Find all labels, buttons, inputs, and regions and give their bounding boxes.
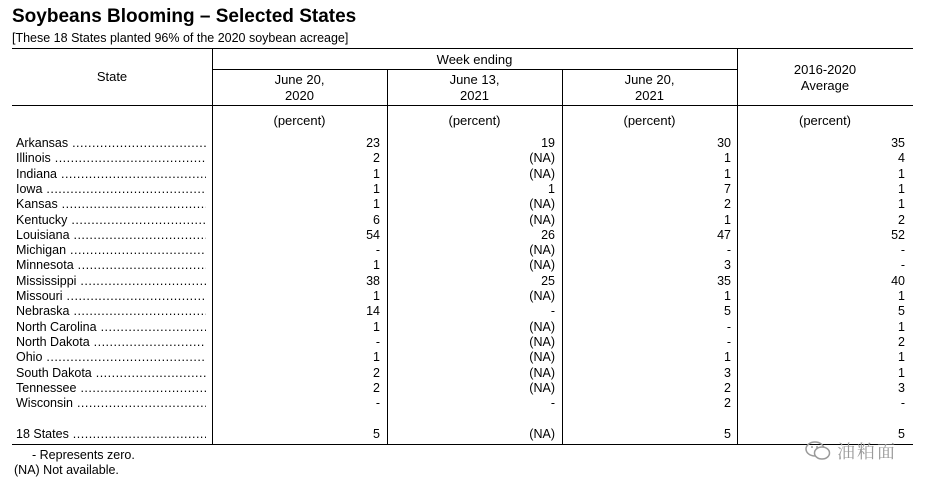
value-cell: 1 bbox=[373, 350, 380, 365]
value-cell: - bbox=[550, 396, 555, 411]
state-name: Michigan ..... bbox=[16, 243, 206, 258]
value-cell: 54 bbox=[366, 227, 380, 242]
value-cell: (NA) bbox=[529, 380, 555, 395]
value-cell: 35 bbox=[891, 136, 905, 150]
wechat-icon bbox=[805, 441, 831, 461]
value-cell: 25 bbox=[541, 273, 555, 288]
col3-unit: (percent) bbox=[623, 113, 676, 128]
value-cell: - bbox=[726, 334, 731, 349]
week-ending-rule bbox=[212, 69, 737, 70]
value-cell: 30 bbox=[717, 136, 731, 150]
value-cell: 38 bbox=[366, 273, 380, 288]
state-name: Tennessee ..... bbox=[16, 381, 206, 396]
value-cell: 1 bbox=[373, 166, 380, 181]
col1-unit: (percent) bbox=[273, 113, 326, 128]
header-bottom-rule bbox=[12, 105, 913, 106]
state-name: North Dakota ..... bbox=[16, 335, 206, 350]
value-cell: 7 bbox=[724, 181, 731, 196]
state-name: Ohio ..... bbox=[16, 350, 206, 365]
value-cell: - bbox=[726, 319, 731, 334]
value-cell: - bbox=[550, 304, 555, 319]
value-cell: 1 bbox=[724, 166, 731, 181]
total-value-cell: (NA) bbox=[529, 427, 555, 441]
value-cell: 47 bbox=[717, 227, 731, 242]
state-name: Minnesota ..... bbox=[16, 258, 206, 273]
watermark-text: 油粕面 bbox=[837, 442, 897, 462]
value-cell: (NA) bbox=[529, 350, 555, 365]
value-cell: - bbox=[375, 243, 380, 258]
col1-header: June 20, 2020 bbox=[274, 72, 325, 103]
state-name: North Carolina ..... bbox=[16, 320, 206, 335]
value-cell: - bbox=[900, 258, 905, 273]
state-name: Illinois ..... bbox=[16, 151, 206, 166]
top-rule bbox=[12, 48, 913, 49]
value-cell: 23 bbox=[366, 136, 380, 150]
value-cell: 2 bbox=[724, 197, 731, 212]
value-cell: 1 bbox=[724, 350, 731, 365]
value-cell: 52 bbox=[891, 227, 905, 242]
value-cell: 1 bbox=[898, 197, 905, 212]
value-cell: 1 bbox=[898, 181, 905, 196]
value-cell: 3 bbox=[898, 380, 905, 395]
state-name: Arkansas ..... bbox=[16, 136, 206, 151]
value-cell: 40 bbox=[891, 273, 905, 288]
value-cell: 1 bbox=[373, 258, 380, 273]
col4-unit: (percent) bbox=[798, 113, 852, 128]
week-ending-header: Week ending bbox=[436, 52, 513, 67]
state-name: Kansas ..... bbox=[16, 197, 206, 212]
value-cell: 1 bbox=[724, 212, 731, 227]
footnote-na: (NA) Not available. bbox=[14, 463, 119, 477]
state-header: State bbox=[96, 69, 128, 84]
value-cell: 5 bbox=[724, 304, 731, 319]
value-cell: 26 bbox=[541, 227, 555, 242]
value-cell: (NA) bbox=[529, 212, 555, 227]
value-cell: 1 bbox=[898, 365, 905, 380]
value-cell: - bbox=[900, 243, 905, 258]
state-name: Iowa ..... bbox=[16, 182, 206, 197]
value-cell: 2 bbox=[373, 151, 380, 166]
state-name: Nebraska ..... bbox=[16, 304, 206, 319]
value-cell: (NA) bbox=[529, 319, 555, 334]
value-cell: (NA) bbox=[529, 151, 555, 166]
state-name: Mississippi ..... bbox=[16, 274, 206, 289]
total-value-cell: 5 bbox=[724, 427, 731, 441]
value-cell: - bbox=[726, 243, 731, 258]
col4-header: 2016-2020 Average bbox=[793, 62, 857, 93]
value-cell: 2 bbox=[373, 380, 380, 395]
value-cell: 19 bbox=[541, 136, 555, 150]
state-name: Kentucky ..... bbox=[16, 213, 206, 228]
value-cell: 1 bbox=[898, 350, 905, 365]
col3-header: June 20, 2021 bbox=[624, 72, 675, 103]
value-cell: (NA) bbox=[529, 365, 555, 380]
total-value-cell: 5 bbox=[373, 427, 380, 441]
state-name: South Dakota ..... bbox=[16, 366, 206, 381]
table-title: Soybeans Blooming – Selected States bbox=[12, 6, 357, 27]
col2-unit: (percent) bbox=[448, 113, 501, 128]
state-name: Missouri ..... bbox=[16, 289, 206, 304]
value-cell: 1 bbox=[898, 319, 905, 334]
col2-header: June 13, 2021 bbox=[449, 72, 500, 103]
value-cell: 1 bbox=[898, 289, 905, 303]
value-cell: 1 bbox=[548, 181, 555, 196]
watermark bbox=[805, 438, 897, 464]
state-name: Indiana ..... bbox=[16, 167, 206, 182]
value-cell: 2 bbox=[898, 334, 905, 349]
value-cell: 1 bbox=[724, 151, 731, 166]
value-cell: - bbox=[375, 396, 380, 411]
value-cell: (NA) bbox=[529, 289, 555, 303]
state-name: Wisconsin ..... bbox=[16, 396, 206, 411]
value-cell: (NA) bbox=[529, 258, 555, 273]
footnote-zero: - Represents zero. bbox=[32, 448, 135, 462]
value-cell: (NA) bbox=[529, 166, 555, 181]
value-cell: 1 bbox=[724, 289, 731, 303]
table-subtitle: [These 18 States planted 96% of the 2020 soybean acreage] bbox=[12, 31, 349, 45]
value-cell: 2 bbox=[373, 365, 380, 380]
value-cell: (NA) bbox=[529, 334, 555, 349]
value-cell: 3 bbox=[724, 258, 731, 273]
value-cell: 1 bbox=[373, 319, 380, 334]
total-label: 18 States ..... bbox=[16, 427, 206, 442]
value-cell: (NA) bbox=[529, 197, 555, 212]
value-cell: - bbox=[900, 396, 905, 411]
value-cell: 14 bbox=[366, 304, 380, 319]
value-cell: 2 bbox=[898, 212, 905, 227]
value-cell: - bbox=[375, 334, 380, 349]
value-cell: 2 bbox=[724, 380, 731, 395]
value-cell: (NA) bbox=[529, 243, 555, 258]
value-cell: 1 bbox=[373, 197, 380, 212]
value-cell: 35 bbox=[717, 273, 731, 288]
value-cell: 1 bbox=[373, 289, 380, 303]
value-cell: 3 bbox=[724, 365, 731, 380]
value-cell: 1 bbox=[898, 166, 905, 181]
state-name: Louisiana ..... bbox=[16, 228, 206, 243]
value-cell: 1 bbox=[373, 181, 380, 196]
table-bottom-rule bbox=[12, 444, 913, 445]
value-cell: 5 bbox=[898, 304, 905, 319]
value-cell: 4 bbox=[898, 151, 905, 166]
total-value-cell: 5 bbox=[898, 427, 905, 441]
value-cell: 2 bbox=[724, 396, 731, 411]
value-cell: 6 bbox=[373, 212, 380, 227]
